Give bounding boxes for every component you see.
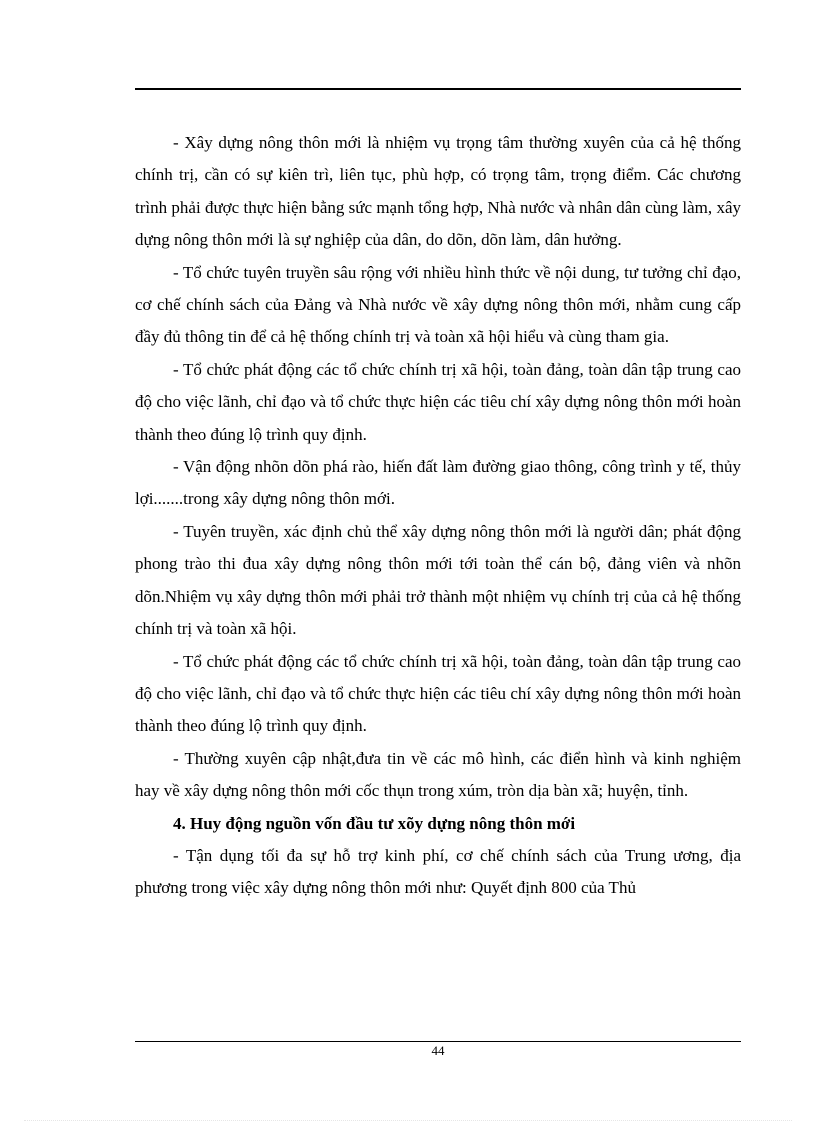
page-bottom-edge	[24, 1120, 792, 1121]
paragraph-final: - Tận dụng tối đa sự hỗ trợ kinh phí, cơ chế chính sách của Trung ương, địa phương trong việc xây dựng nông thôn mới như: Quyết định 800 của Thủ	[135, 845, 741, 898]
footer-rule	[135, 1041, 741, 1042]
page-body	[135, 127, 741, 905]
paragraph-6: - Tổ chức phát động các tổ chức chính trị xã hội, toàn đảng, toàn dân tập trung cao độ cho việc lãnh, chỉ đạo và tổ chức thực hiện các tiêu chí xây dựng nông thôn mới hoàn thành theo đúng lộ trình quy định.	[135, 651, 741, 736]
section-heading: 4. Huy động nguồn vốn đầu tư xõy dựng nông thôn mới	[173, 813, 576, 833]
paragraph-3: - Tổ chức phát động các tổ chức chính trị xã hội, toàn đảng, toàn dân tập trung cao độ cho việc lãnh, chỉ đạo và tổ chức thực hiện các tiêu chí xây dựng nông thôn mới hoàn thành theo đúng lộ trình quy định.	[135, 359, 741, 444]
paragraph-5: - Tuyên truyền, xác định chủ thể xây dựng nông thôn mới là người dân; phát động phong trào thi đua xây dựng nông thôn mới tới toàn thể cán bộ, đảng viên và nhõn dõn.Nhiệm vụ xây dựng thôn mới phải trở thành một nhiệm vụ chính trị của cả hệ thống chính trị và toàn xã hội.	[135, 521, 741, 639]
header-rule	[135, 88, 741, 90]
page-number: 44	[431, 1043, 445, 1058]
paragraph-7: - Thường xuyên cập nhật,đưa tin về các mô hình, các điển hình và kinh nghiệm hay về xây dựng nông thôn mới cốc thụn trong xúm, tròn dịa bàn xã; huyện, tỉnh.	[135, 748, 741, 801]
paragraph-4: - Vận động nhõn dõn phá rào, hiến đất làm đường giao thông, công trình y tế, thủy lợi.......trong xây dựng nông thôn mới.	[135, 457, 741, 509]
paragraph-2: - Tổ chức tuyên truyền sâu rộng với nhiều hình thức về nội dung, tư tưởng chỉ đạo, cơ chế chính sách của Đảng và Nhà nước về xây dựng nông thôn mới, nhằm cung cấp đầy đủ thông tin để cả hệ thống chính trị và toàn xã hội hiểu và cùng tham gia.	[135, 262, 741, 347]
paragraph-1: - Xây dựng nông thôn mới là nhiệm vụ trọng tâm thường xuyên của cả hệ thống chính trị, cần có sự kiên trì, liên tục, phù hợp, có trọng tâm, trọng điểm. Các chương trình phải được thực hiện bằng sức mạnh tổng hợp, Nhà nước và nhân dân cùng làm, xây dựng nông thôn mới là sự nghiệp của dân, do dõn, dõn làm, dân hưởng.	[135, 133, 741, 250]
